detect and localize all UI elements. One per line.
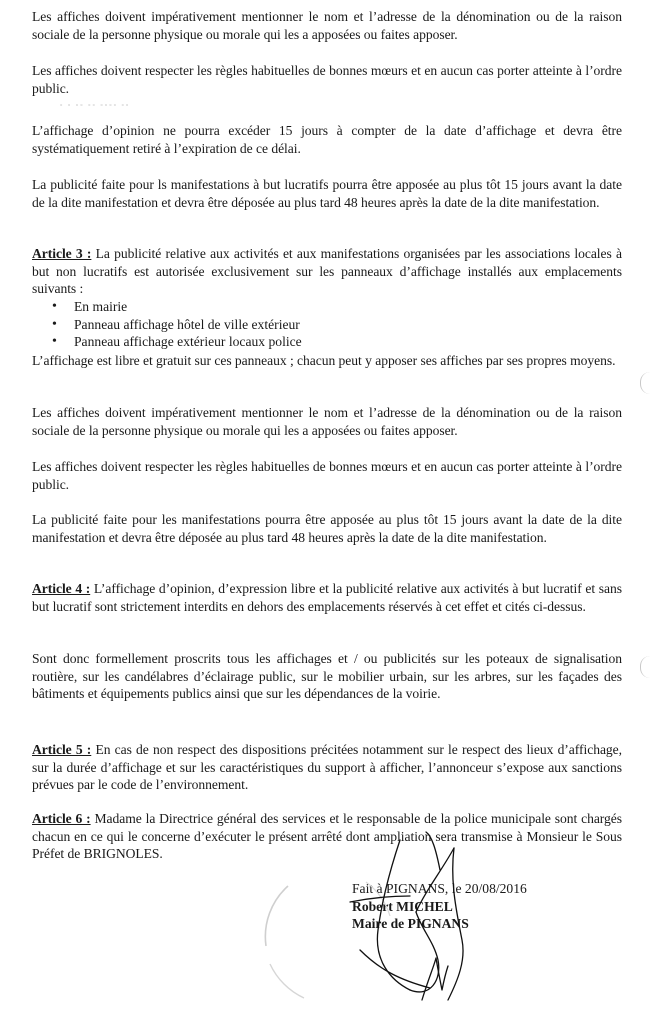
list-item: • Panneau affichage hôtel de ville extérieur bbox=[52, 316, 302, 334]
margin-mark bbox=[640, 372, 651, 394]
signatory-title: Maire de PIGNANS bbox=[352, 916, 469, 932]
article-6-text: Madame la Directrice général des services et le responsable de la police municipale sont chargés chacun en ce qui le concerne d’exécuter le présent arrêté dont ampliation sera transmise à Monsieur le Sous Préfet de BRIGNOLES. bbox=[32, 811, 623, 862]
signatory-name: Robert MICHEL bbox=[352, 898, 453, 914]
list-item: • Panneau affichage extérieur locaux police bbox=[52, 333, 302, 351]
paragraph-respect-2: Les affiches doivent respecter les règles habituelles de bonnes mœurs et en aucun cas porter atteinte à l’ordre public. bbox=[32, 459, 622, 492]
paragraph-opinion-duration: L’affichage d’opinion ne pourra excéder 15 jours à compter de la date d’affichage et devra être systématiquement retiré à l’expiration de ce délai. bbox=[32, 123, 622, 156]
faint-artifact: ° ° °° °° °°°° °° bbox=[60, 104, 131, 110]
paragraph-mention-1: Les affiches doivent impérativement mentionner le nom et l’adresse de la dénomination ou de la raison sociale de la personne physique ou morale qui les a apposées ou faites apposer. bbox=[32, 9, 622, 42]
paragraph-forbidden-places: Sont donc formellement proscrits tous les affichages et / ou publicités sur les poteaux de signalisation routière, sur les candélabres d’éclairage public, sur le mobilier urbain, sur les arbres, sur les façades des bâtiments et équipements publics ainsi que sur les dépendances de la voirie. bbox=[32, 651, 622, 702]
article-6-heading: Article 6 : bbox=[32, 811, 91, 826]
article-6-paragraph bbox=[32, 810, 622, 863]
place-date: Fait à PIGNANS, le 20/08/2016 bbox=[352, 881, 527, 896]
paragraph-events-publicity: La publicité faite pour les manifestations pourra être apposée au plus tôt 15 jours avant la date de la dite manifestation et devra être déposée au plus tard 48 heures après la date de la dite manifestation. bbox=[32, 512, 622, 545]
article-5-text: En cas de non respect des dispositions précitées notamment sur le respect des lieux d’affichage, sur la durée d’affichage et sur les caractéristiques du support à afficher, l’annonceur s’expose aux sanctions prévues par le code de l’environnement. bbox=[32, 742, 623, 793]
article-4-paragraph bbox=[32, 580, 622, 615]
article-5-paragraph bbox=[32, 741, 622, 794]
location-list bbox=[52, 298, 302, 351]
margin-mark bbox=[640, 656, 651, 678]
article-5-heading: Article 5 : bbox=[32, 742, 92, 757]
article-3-intro: La publicité relative aux activités et aux manifestations organisées par les associations locales à but non lucratifs est autorisée exclusivement sur les panneaux d’affichage installés aux emplacements suivants : bbox=[32, 246, 622, 297]
list-item: • En mairie bbox=[52, 298, 302, 316]
article-3-heading: Article 3 : bbox=[32, 246, 92, 261]
paragraph-respect-1: Les affiches doivent respecter les règles habituelles de bonnes mœurs et en aucun cas porter atteinte à l’ordre public. bbox=[32, 63, 622, 96]
article-4-text: L’affichage d’opinion, d’expression libre et la publicité relative aux activités à but lucratif et sans but lucratif sont strictement interdits en dehors des emplacements réservés à cet effet et cités ci-dessus. bbox=[32, 581, 622, 614]
paragraph-free-posting: L’affichage est libre et gratuit sur ces panneaux ; chacun peut y apposer ses affiches par ses propres moyens. bbox=[32, 353, 616, 368]
handwritten-signature bbox=[330, 830, 510, 1020]
paragraph-lucrative-publicity: La publicité faite pour ls manifestations à but lucratifs pourra être apposée au plus tôt 15 jours avant la date de la dite manifestation et devra être déposée au plus tard 48 heures après la date de la dite manifestation. bbox=[32, 177, 622, 210]
article-4-heading: Article 4 : bbox=[32, 581, 91, 596]
article-3-paragraph bbox=[32, 245, 622, 298]
paragraph-mention-2: Les affiches doivent impérativement mentionner le nom et l’adresse de la dénomination ou de la raison sociale de la personne physique ou morale qui les a apposées ou faites apposer. bbox=[32, 405, 622, 438]
